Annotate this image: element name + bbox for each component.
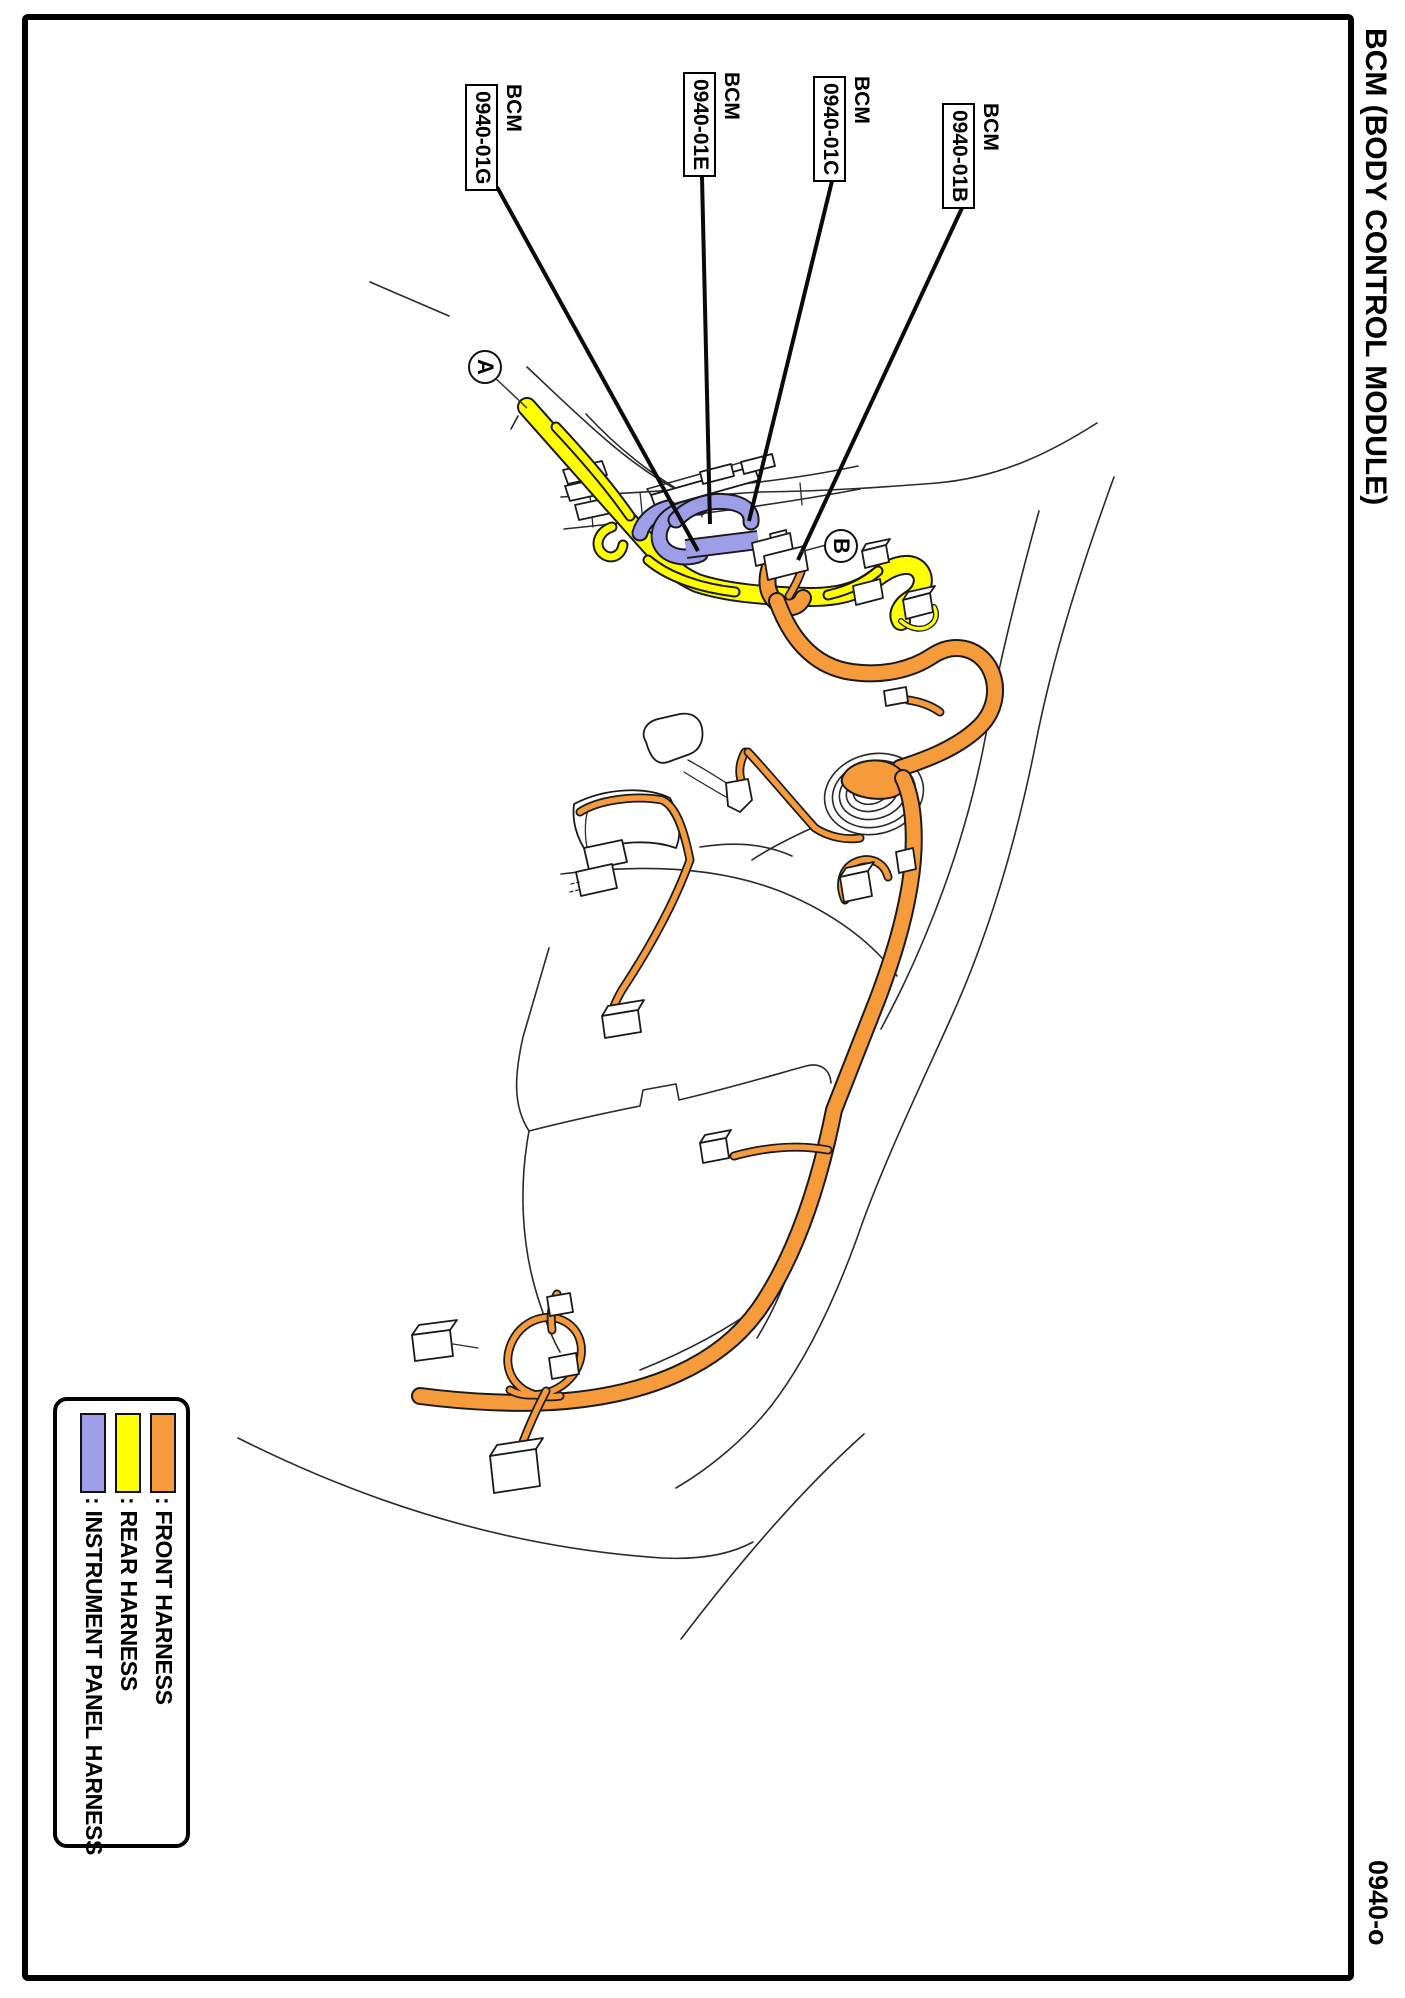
callout-part-number: 0940-01C (813, 76, 846, 182)
callout-bcm-0940-01c (813, 76, 874, 182)
callout-title: BCM (720, 72, 743, 120)
callout-bcm-0940-01b (942, 103, 1003, 209)
page-title: BCM (BODY CONTROL MODULE) (1359, 28, 1392, 506)
callout-part-number: 0940-01G (465, 84, 498, 191)
callout-part-number: 0940-01B (942, 103, 975, 209)
page-code: 0940-o (1363, 1860, 1393, 1946)
legend-label-instrument-panel-harness: : INSTRUMENT PANEL HARNESS (81, 1497, 107, 1856)
page-border (22, 14, 1354, 1981)
callout-bcm-0940-01e (683, 72, 744, 177)
legend-swatch-front-harness (150, 1413, 176, 1493)
legend-label-front-harness: : FRONT HARNESS (151, 1497, 177, 1705)
callout-title: BCM (502, 84, 525, 132)
callout-title: BCM (979, 103, 1002, 151)
callout-part-number: 0940-01E (683, 72, 716, 177)
callout-bcm-0940-01g (465, 84, 526, 191)
view-label-a: A (468, 350, 502, 384)
legend-label-rear-harness: : REAR HARNESS (116, 1497, 142, 1691)
legend-swatch-rear-harness (115, 1413, 141, 1493)
callout-title: BCM (850, 76, 873, 124)
legend-swatch-instrument-panel-harness (80, 1413, 106, 1493)
view-label-b: B (824, 529, 858, 563)
